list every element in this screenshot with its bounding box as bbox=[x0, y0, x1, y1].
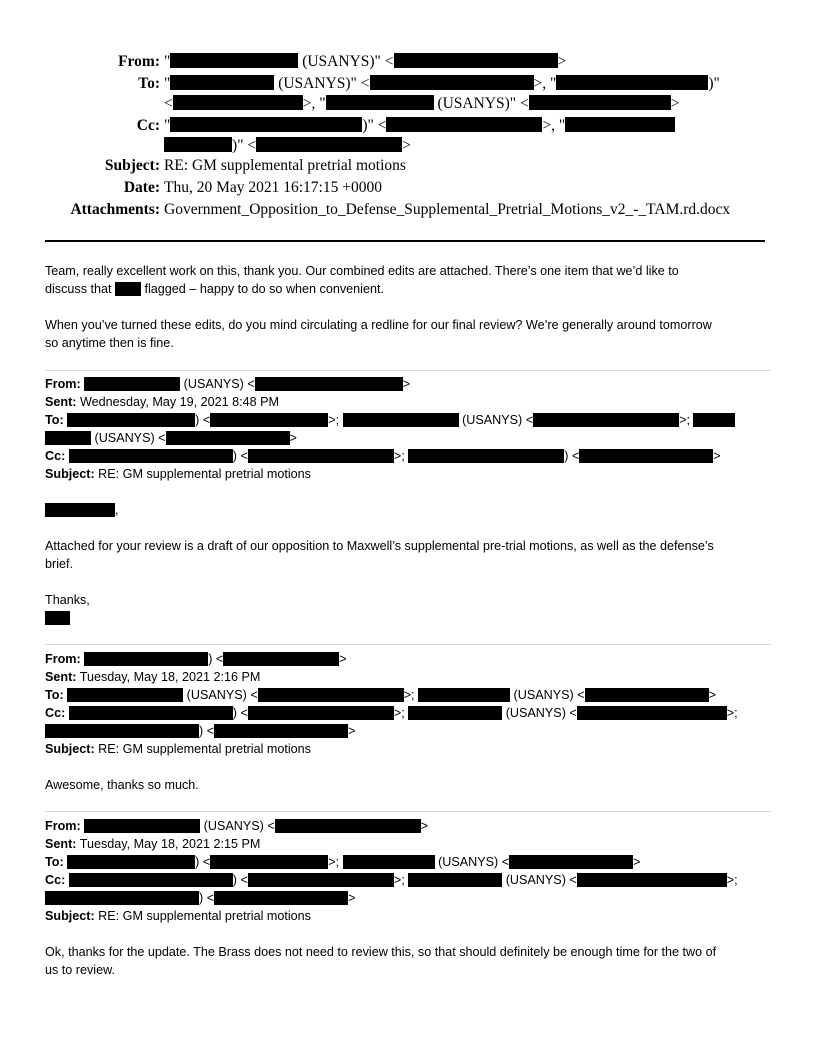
redaction-box bbox=[69, 449, 233, 463]
redaction-box bbox=[69, 873, 233, 887]
redaction-box bbox=[408, 706, 502, 720]
redaction-box bbox=[533, 413, 679, 427]
redaction-box bbox=[343, 855, 435, 869]
redaction-box bbox=[577, 706, 727, 720]
message-4-body: Ok, thanks for the update. The Brass does not need to review this, so that should definitely be enough time for the two of us to review. bbox=[45, 945, 717, 977]
redaction-box bbox=[45, 891, 199, 905]
message-separator bbox=[45, 370, 771, 371]
message-3-cc-continued: ) < > bbox=[45, 722, 355, 740]
redaction-box bbox=[585, 688, 709, 702]
redaction-box bbox=[164, 137, 232, 152]
redaction-box bbox=[84, 377, 180, 391]
redaction-box bbox=[326, 95, 434, 110]
redaction-box bbox=[170, 53, 298, 68]
redaction-box bbox=[69, 706, 233, 720]
message-2-subject: Subject: RE: GM supplemental pretrial motions bbox=[45, 467, 311, 481]
redaction-box bbox=[256, 137, 402, 152]
message-3-cc: Cc: ) < >; (USANYS) < >; bbox=[45, 706, 738, 720]
message-2-sent: Sent: Wednesday, May 19, 2021 8:48 PM bbox=[45, 395, 280, 409]
message-3-sent: Sent: Tuesday, May 18, 2021 2:16 PM bbox=[45, 670, 261, 684]
redaction-box bbox=[214, 724, 348, 738]
redaction-box bbox=[170, 75, 274, 90]
redaction-box bbox=[45, 724, 199, 738]
message-4-to: To: ) < >; (USANYS) < > bbox=[45, 855, 641, 869]
redaction-box bbox=[370, 75, 534, 90]
attachments-label: Attachments: bbox=[70, 201, 160, 218]
redaction-box bbox=[529, 95, 671, 110]
message-4-sent: Sent: Tuesday, May 18, 2021 2:15 PM bbox=[45, 837, 261, 851]
redaction-box bbox=[394, 53, 558, 68]
message-2-from: From: (USANYS) < > bbox=[45, 377, 411, 391]
redaction-box bbox=[67, 855, 195, 869]
message-3-body: Awesome, thanks so much. bbox=[45, 778, 199, 792]
attachment-filename[interactable]: Government_Opposition_to_Defense_Supplemental_Pretrial_Motions_v2_-_TAM.rd.docx bbox=[164, 201, 731, 218]
redaction-box bbox=[67, 413, 195, 427]
date-label: Date: bbox=[123, 179, 160, 196]
message-2-signature bbox=[45, 609, 70, 627]
email-printout-page: From: " (USANYS)" < > To: " (USANYS)" < >, " )" < >, " (USANYS)" < > Cc: " )" < >, " )" < > Subject: RE: GM supplemental pretrial motions Date: Thu, 20 May 2021 16:17:15 +0000 Attachments: Government_Opposition_to_Defense_Supplemental_Pretrial_Motions_v2_-_TAM.rd.docx Team, really excellent work on this, thank you. Our combined edits are attached. There’s one item that we’d like to discuss that flagged – happy to do so when convenient. When you’ve turned these edits, do you mind circulating a redline for our final review? We’re generally around tomorrow so anytime then is fine. From: (USANYS) < > Sent: Wednesday, May 19, 2021 8:48 PM To: ) < >; (USANYS) < >; (USANYS) < > Cc: ) < >; ) < > Subject: RE: GM supplemental pretrial motions , Attached for your review is a draft of our opposition to Maxwell’s supplemental pre-trial motions, as well as the defense’s brief. Thanks, From: ) < > Sent: Tuesday, May 18, 2021 2:16 PM To: (USANYS) < >; (USANYS) < > Cc: ) < >; (USANYS) < >; ) < > Subject: RE: GM supplemental pretrial motions Awesome, thanks so much. From: (USANYS) < > Sent: Tuesday, May 18, 2021 2:15 PM To: ) < >; (USANYS) < > Cc: ) < >; (USANYS) < >; ) < > Subject: RE: GM supplemental pretrial motions Ok, thanks for the update. The Brass does not need to review this, so that should definitely be enough time for the two of us to review. bbox=[0, 0, 816, 1056]
date-value: Thu, 20 May 2021 16:17:15 +0000 bbox=[164, 179, 382, 196]
message-2-greeting: , bbox=[45, 501, 119, 519]
subject-label: Subject: bbox=[104, 157, 160, 174]
message-2-to-continued: (USANYS) < > bbox=[45, 429, 297, 447]
redaction-box bbox=[248, 873, 394, 887]
message-3-from: From: ) < > bbox=[45, 652, 347, 666]
redaction-box bbox=[45, 611, 70, 625]
redaction-box bbox=[210, 413, 328, 427]
message-2-to: To: ) < >; (USANYS) < >; bbox=[45, 411, 735, 429]
redaction-box bbox=[248, 449, 394, 463]
message-3-to: To: (USANYS) < >; (USANYS) < > bbox=[45, 688, 716, 702]
message-1-paragraph-2: When you’ve turned these edits, do you mind circulating a redline for our final review? We’re generally around tomorrow so anytime then is fine. bbox=[45, 318, 712, 350]
message-separator bbox=[45, 644, 771, 645]
redaction-box bbox=[214, 891, 348, 905]
redaction-box bbox=[84, 819, 200, 833]
redaction-box bbox=[223, 652, 339, 666]
header-divider bbox=[45, 240, 765, 242]
redaction-box bbox=[408, 873, 502, 887]
message-3-subject: Subject: RE: GM supplemental pretrial motions bbox=[45, 742, 311, 756]
redaction-box bbox=[418, 688, 510, 702]
redaction-box bbox=[67, 688, 183, 702]
redaction-box bbox=[166, 431, 290, 445]
message-2-signoff: Thanks, bbox=[45, 593, 90, 607]
redaction-box bbox=[210, 855, 328, 869]
message-4-subject: Subject: RE: GM supplemental pretrial motions bbox=[45, 909, 311, 923]
from-label: From: bbox=[118, 53, 160, 70]
redaction-box bbox=[248, 706, 394, 720]
redaction-box bbox=[115, 282, 141, 296]
message-4-cc-continued: ) < > bbox=[45, 889, 355, 907]
redaction-box bbox=[343, 413, 459, 427]
redaction-box bbox=[408, 449, 564, 463]
message-separator bbox=[45, 811, 771, 812]
cc-label: Cc: bbox=[136, 117, 160, 134]
redaction-box bbox=[258, 688, 404, 702]
redaction-box bbox=[556, 75, 708, 90]
redaction-box bbox=[509, 855, 633, 869]
redaction-box bbox=[173, 95, 303, 110]
message-4-from: From: (USANYS) < > bbox=[45, 819, 429, 833]
message-1-paragraph-1: Team, really excellent work on this, thank you. Our combined edits are attached. There’s one item that we’d like to discuss that flagged – happy to do so when convenient. bbox=[45, 264, 679, 296]
redaction-box bbox=[255, 377, 403, 391]
redaction-box bbox=[577, 873, 727, 887]
redaction-box bbox=[45, 503, 115, 517]
redaction-box bbox=[565, 117, 675, 132]
to-label: To: bbox=[138, 75, 160, 92]
redaction-box bbox=[579, 449, 713, 463]
message-2-body: Attached for your review is a draft of our opposition to Maxwell’s supplemental pre-trial motions, as well as the defense’s brief. bbox=[45, 539, 714, 571]
redaction-box bbox=[275, 819, 421, 833]
redaction-box bbox=[84, 652, 208, 666]
redaction-box bbox=[386, 117, 542, 132]
message-2-cc: Cc: ) < >; ) < > bbox=[45, 449, 721, 463]
subject-value: RE: GM supplemental pretrial motions bbox=[164, 157, 406, 174]
redaction-box bbox=[45, 431, 91, 445]
redaction-box bbox=[170, 117, 362, 132]
message-4-cc: Cc: ) < >; (USANYS) < >; bbox=[45, 873, 738, 887]
redaction-box bbox=[693, 413, 735, 427]
